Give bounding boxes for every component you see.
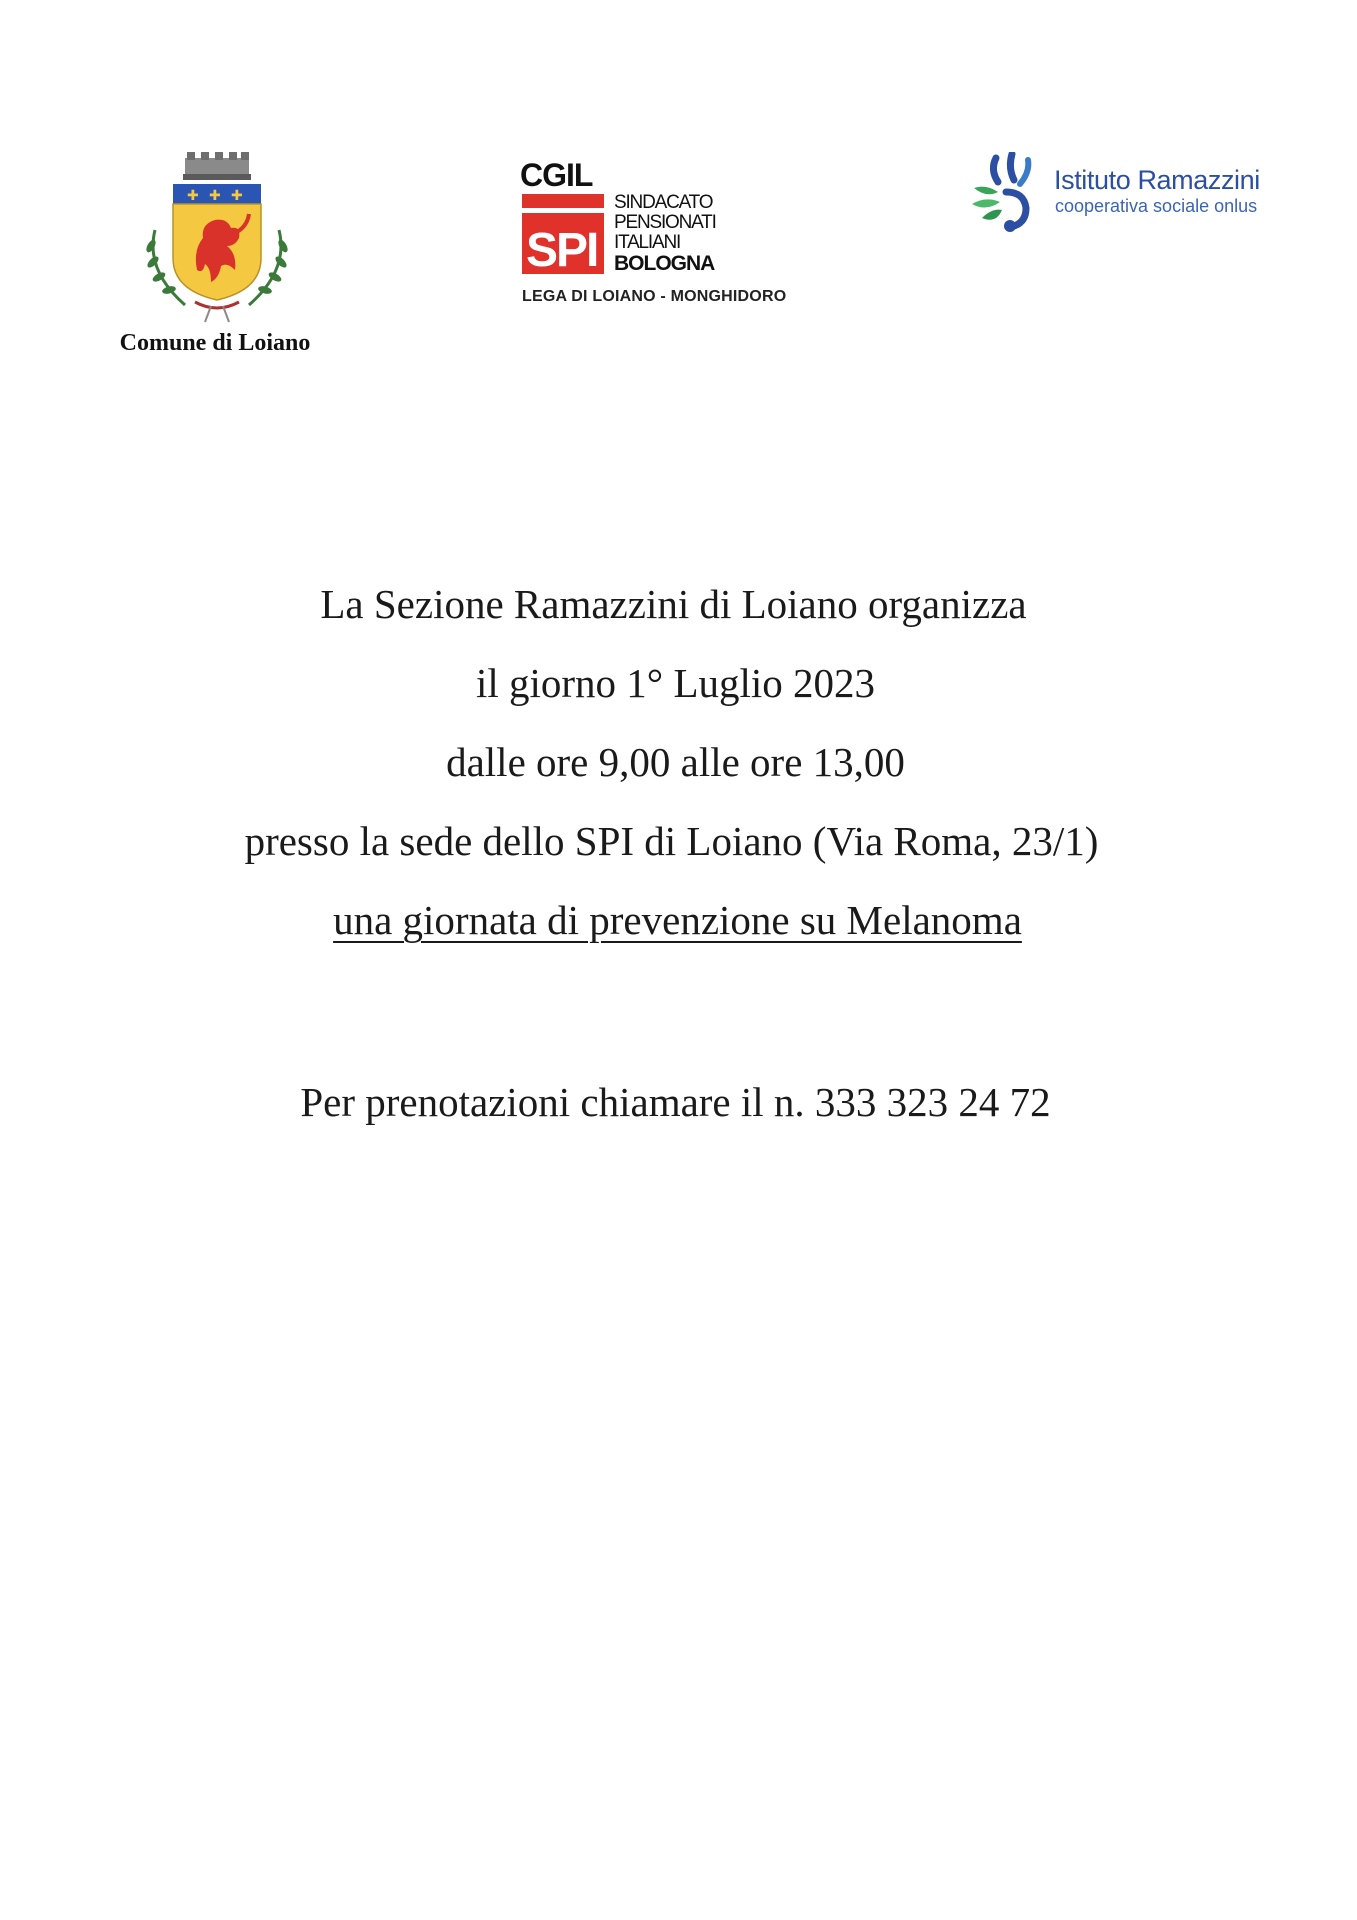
spi-line-4: BOLOGNA bbox=[614, 252, 715, 275]
ramazzini-leaf-icon bbox=[968, 152, 1054, 238]
svg-text:✚: ✚ bbox=[187, 188, 199, 204]
spi-text: SPI bbox=[526, 224, 598, 277]
spi-line-3: ITALIANI bbox=[614, 232, 681, 253]
spi-line-1: SINDACATO bbox=[614, 192, 713, 213]
svg-text:✚: ✚ bbox=[231, 188, 243, 204]
announcement-line-location: presso la sede dello SPI di Loiano (Via Roma, 23/1) bbox=[244, 818, 1099, 864]
ramazzini-subtitle: cooperativa sociale onlus bbox=[1055, 196, 1258, 216]
announcement-line-time: dalle ore 9,00 alle ore 13,00 bbox=[446, 739, 905, 785]
spi-logo bbox=[520, 158, 820, 318]
cgil-text: CGIL bbox=[520, 158, 593, 193]
coat-of-arms-icon bbox=[115, 150, 315, 325]
spi-caption: LEGA DI LOIANO - MONGHIDORO bbox=[522, 288, 787, 305]
svg-text:✚: ✚ bbox=[209, 188, 221, 204]
comune-caption: Comune di Loiano bbox=[119, 330, 311, 356]
ramazzini-name: Istituto Ramazzini bbox=[1054, 165, 1260, 195]
booking-info: Per prenotazioni chiamare il n. 333 323 24 72 bbox=[300, 1079, 1051, 1125]
cgil-spi-icon bbox=[520, 158, 760, 288]
comune-logo bbox=[100, 150, 330, 370]
announcement-line-event: una giornata di prevenzione su Melanoma bbox=[333, 897, 1022, 943]
spi-line-2: PENSIONATI bbox=[614, 212, 716, 233]
ramazzini-logo bbox=[968, 152, 1308, 242]
announcement-line-organizer: La Sezione Ramazzini di Loiano organizza bbox=[320, 581, 1027, 627]
announcement-line-date: il giorno 1° Luglio 2023 bbox=[475, 660, 876, 706]
